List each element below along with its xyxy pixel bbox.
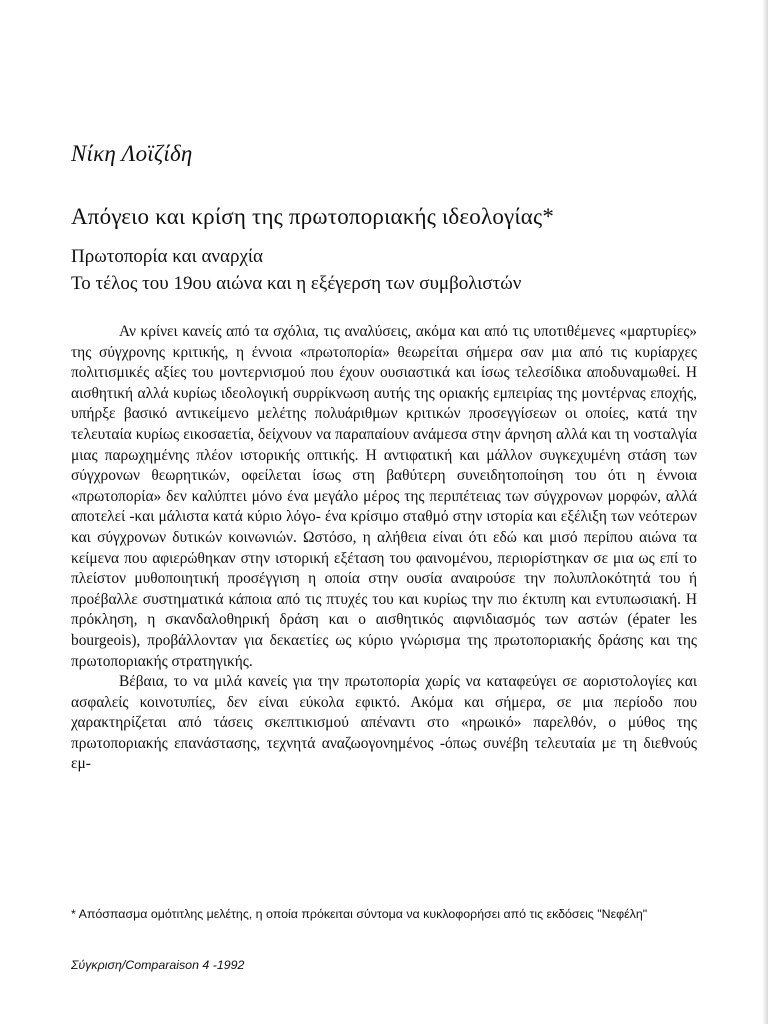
article-subtitle <box>71 243 521 297</box>
body-text <box>71 322 697 775</box>
author-name: Νίκη Λοϊζίδη <box>71 141 193 166</box>
journal-reference: Σύγκριση/Comparaison 4 -1992 <box>71 958 245 972</box>
footnote: * Απόσπασμα ομότιτλης μελέτης, η οποία πρόκειται σύντομα να κυκλοφορήσει από τις εκδόσεις "Νεφέλη" <box>71 907 648 921</box>
body-paragraph-2: Βέβαια, το να μιλά κανείς για την πρωτοπορία χωρίς να καταφεύγει σε αοριστολογίες και ασφαλείς κοινοτυπίες, δεν είναι εύκολα εφικτό. Ακόμα και σήμερα, σε μια περίοδο που χαρακτηρίζεται από τάσεις σκεπτικισμού απέναντι στο «ηρωικό» παρελθόν, ο μύθος της πρωτοποριακής επανάστασης, τεχνητά αναζωογονημένος -όπως συνέβη τελευταία με τη διεθνούς εμ- <box>71 673 697 773</box>
body-paragraph-1: Αν κρίνει κανείς από τα σχόλια, τις αναλύσεις, ακόμα και από τις υποτιθέμενες «μαρτυρίες» της σύγχρονης κριτικής, η έννοια «πρωτοπορία» θεωρείται σήμερα σαν μια από τις κυρίαρχες πολιτισμικές αξίες του μοντερνισμού που έχουν ουσιαστικά και ίσως τελεσίδικα αποδυναμωθεί. Η αισθητική αλλά κυρίως ιδεολογική συρρίκνωση αυτής της οριακής εμπειρίας της μοντέρνας εποχής, υπήρξε βασικό αντικείμενο μελέτης πολυάριθμων κριτικών προσεγγίσεων οι οποίες, κατά την τελευταία κυρίως εικοσαετία, δείχνουν να παραπαίουν ανάμεσα στην άρνηση αλλά και τη νοσταλγία μιας παρωχημένης πλέον ιστορικής οπτικής. Η αντιφατική και μάλλον συγκεχυμένη στάση των σύγχρονων θεωρητικών, οφείλεται ίσως στη βαθύτερη συνειδητοποίηση του ότι η έννοια «πρωτοπορία» δεν καλύπτει μόνο ένα μεγάλο μέρος της περιπέτειας των σύγχρονων μορφών, αλλά αποτελεί -και μάλιστα κατά κύριο λόγο- ένα κρίσιμο σταθμό στην ιστορία και εξέλιξη των νεότερων και σύγχρονων δυτικών κοινωνιών. Ωστόσο, η αλήθεια είναι ότι εδώ και μισό περίπου αιώνα τα κείμενα που αφιερώθηκαν στην ιστορική εξέταση του φαινομένου, περιορίστηκαν σε μια ως επί το πλείστον μυθοποιητική προσέγγιση η οποία στην ουσία αναιρούσε την πολυπλοκότητά του ή προέβαλλε συστηματικά κάποια από τις πτυχές του και κυρίως την πιο έκτυπη και εντυπωσιακή. Η πρόκληση, η σκανδαλοθηρική δράση και ο αισθητικός αιφνιδιασμός των αστών (épater les bourgeois), προβάλλονταν για δεκαετίες ως κύριο γνώρισμα της πρωτοποριακής δράσης και της πρωτοποριακής στρατηγικής. <box>71 323 697 670</box>
subtitle-line-1: Πρωτοπορία και αναρχία <box>71 246 263 267</box>
article-title: Απόγειο και κρίση της πρωτοποριακής ιδεολογίας* <box>71 204 555 229</box>
subtitle-line-2: Το τέλος του 19ου αιώνα και η εξέγερση των συμβολιστών <box>71 273 522 294</box>
page-edge-shadow <box>762 0 768 1024</box>
